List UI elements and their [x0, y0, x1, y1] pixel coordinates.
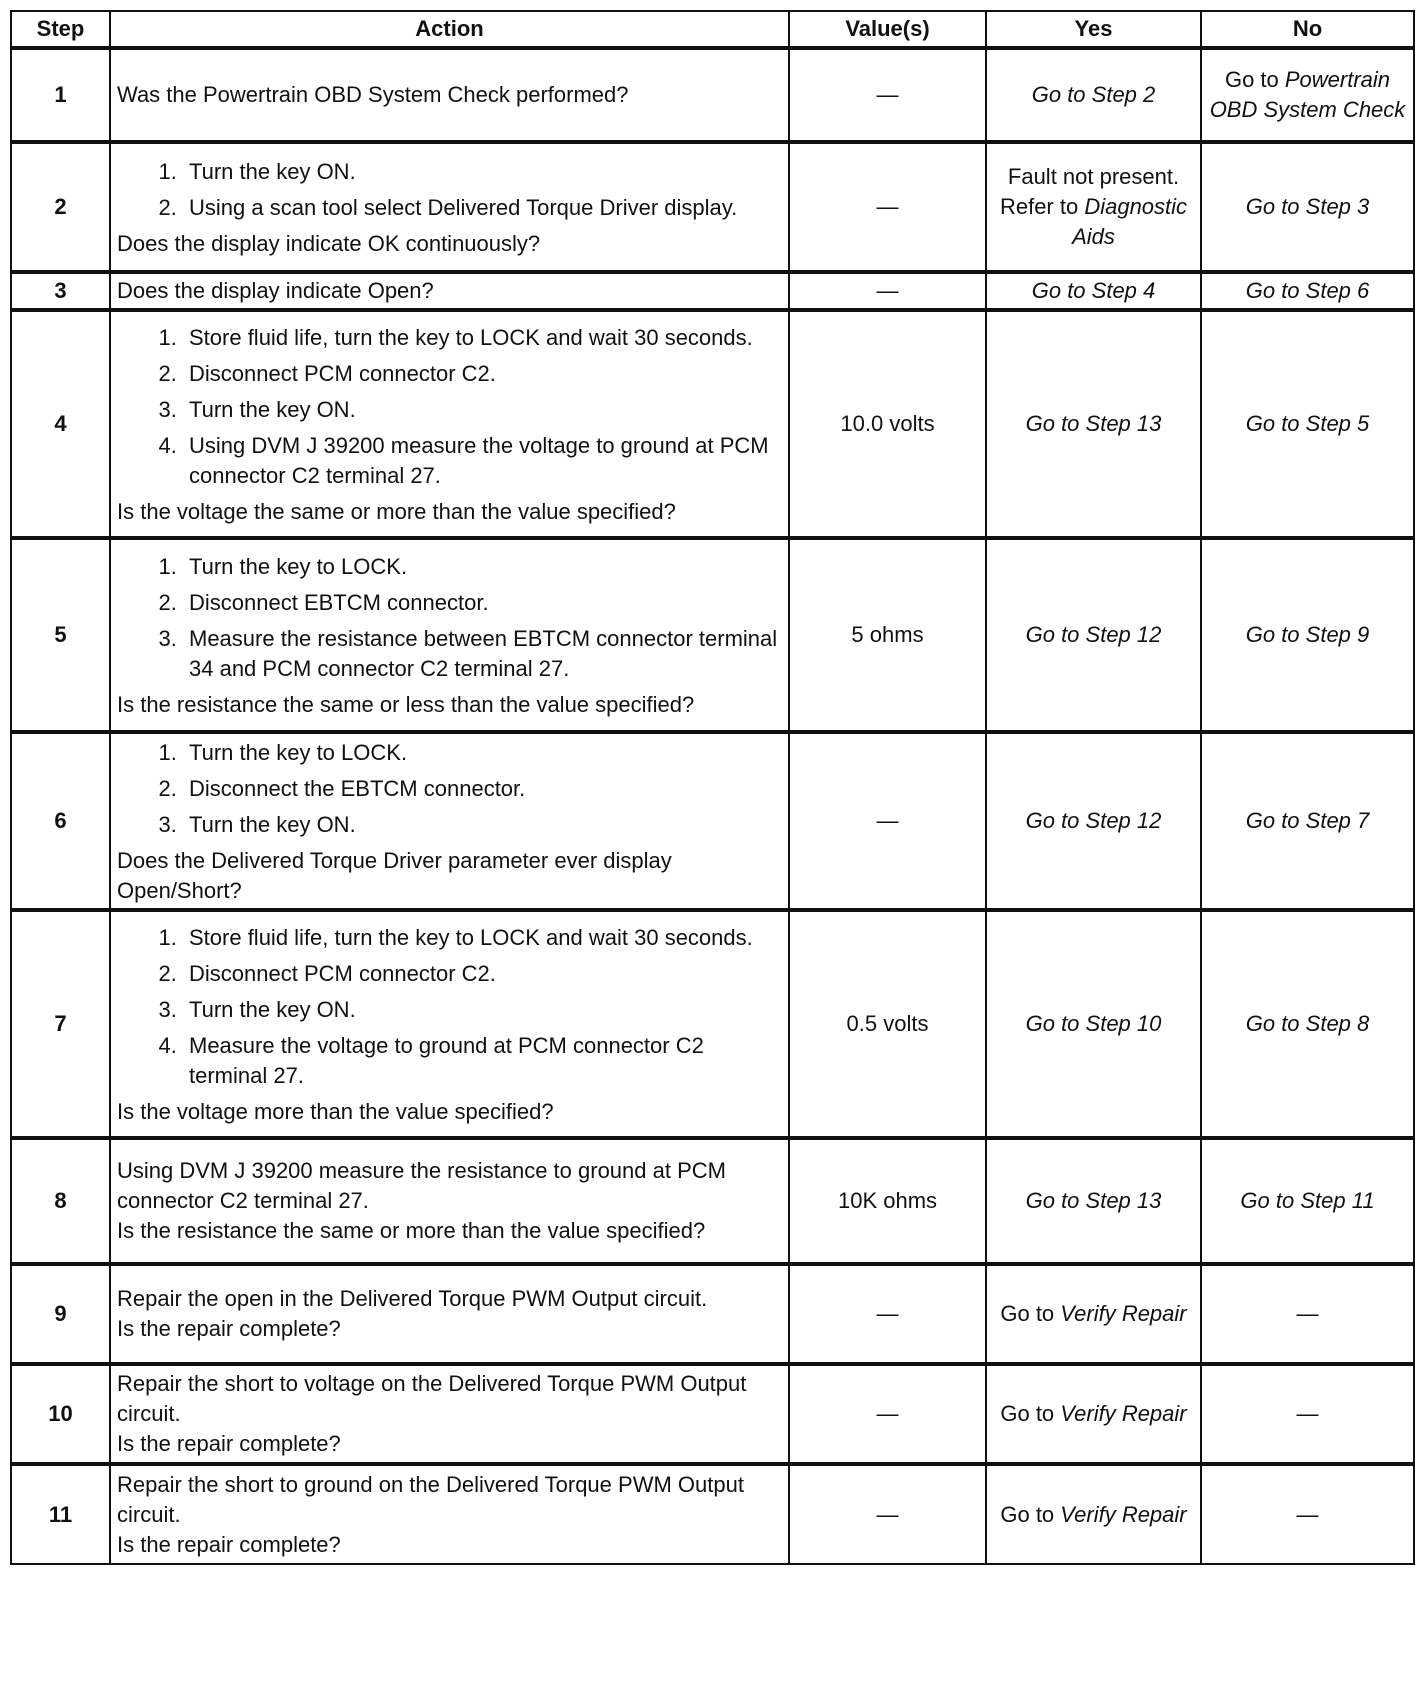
diagnostic-table — [10, 10, 1415, 1565]
yes-outcome-cell — [986, 1138, 1201, 1264]
action-steps-list — [117, 157, 782, 223]
no-outcome-link: Go to Step 3 — [1245, 194, 1370, 219]
yes-outcome-cell — [986, 272, 1201, 310]
header-step: Step — [11, 11, 110, 48]
value-cell: — — [789, 48, 986, 142]
action-steps-list — [117, 552, 782, 684]
no-outcome-cell — [1201, 1264, 1414, 1364]
action-cell — [110, 1464, 789, 1564]
step-number: 9 — [11, 1264, 110, 1364]
action-text: Was the Powertrain OBD System Check performed? — [117, 82, 629, 107]
action-step-item: 1. Turn the key ON. — [183, 157, 782, 187]
no-outcome-cell — [1201, 538, 1414, 732]
action-cell — [110, 1138, 789, 1264]
value-cell: 10.0 volts — [789, 310, 986, 538]
yes-outcome-link: Diagnostic Aids — [1072, 194, 1188, 249]
no-outcome-cell — [1201, 1464, 1414, 1564]
no-outcome-text: — — [1296, 1301, 1319, 1326]
action-cell — [110, 310, 789, 538]
action-step-item: 2. Disconnect EBTCM connector. — [183, 588, 782, 618]
yes-outcome-cell — [986, 732, 1201, 910]
action-steps-list — [117, 738, 782, 840]
step-number: 10 — [11, 1364, 110, 1464]
action-step-item: 1. Turn the key to LOCK. — [183, 552, 782, 582]
value-cell: — — [789, 142, 986, 272]
value-cell: — — [789, 272, 986, 310]
action-step-item: 1. Turn the key to LOCK. — [183, 738, 782, 768]
value-cell: 5 ohms — [789, 538, 986, 732]
yes-outcome-link: Go to Step 4 — [1031, 278, 1156, 303]
step-number: 1 — [11, 48, 110, 142]
no-outcome-link: Go to Step 5 — [1245, 411, 1370, 436]
step-number: 5 — [11, 538, 110, 732]
action-question: Is the repair complete? — [117, 1531, 341, 1557]
no-outcome-cell — [1201, 272, 1414, 310]
table-row — [11, 272, 1414, 310]
no-outcome-link: Go to Step 9 — [1245, 622, 1370, 647]
value-cell: — — [789, 1364, 986, 1464]
yes-outcome-link: Verify Repair — [1060, 1401, 1187, 1426]
action-question: Is the voltage the same or more than the value specified? — [117, 499, 676, 524]
table-body — [11, 48, 1414, 1564]
table-row — [11, 1364, 1414, 1464]
yes-outcome-link: Verify Repair — [1060, 1301, 1187, 1326]
yes-outcome-link: Go to Step 13 — [1025, 411, 1162, 436]
action-cell — [110, 48, 789, 142]
action-cell — [110, 910, 789, 1138]
no-outcome-link: Go to Step 7 — [1245, 808, 1370, 833]
no-outcome-link: Go to Step 8 — [1245, 1011, 1370, 1036]
action-step-item: 1. Store fluid life, turn the key to LOCK and wait 30 seconds. — [183, 923, 782, 953]
no-outcome-link: Powertrain OBD System Check — [1209, 67, 1406, 122]
yes-outcome-cell — [986, 910, 1201, 1138]
action-step-item: 2. Disconnect PCM connector C2. — [183, 359, 782, 389]
value-cell: — — [789, 1264, 986, 1364]
value-cell: 0.5 volts — [789, 910, 986, 1138]
yes-outcome-link: Verify Repair — [1060, 1501, 1187, 1527]
yes-outcome-cell — [986, 538, 1201, 732]
action-question: Does the Delivered Torque Driver parameter ever display Open/Short? — [117, 848, 672, 903]
step-number: 3 — [11, 272, 110, 310]
value-cell: 10K ohms — [789, 1138, 986, 1264]
yes-outcome-cell — [986, 310, 1201, 538]
yes-outcome-link: Go to Step 12 — [1025, 808, 1162, 833]
action-step-item: 2. Disconnect the EBTCM connector. — [183, 774, 782, 804]
value-cell: — — [789, 732, 986, 910]
table-row — [11, 1138, 1414, 1264]
no-outcome-cell — [1201, 1138, 1414, 1264]
action-step-item: 3. Measure the resistance between EBTCM connector terminal 34 and PCM connector C2 terminal 27. — [183, 624, 782, 684]
action-step-item: 4. Using DVM J 39200 measure the voltage to ground at PCM connector C2 terminal 27. — [183, 431, 782, 491]
yes-outcome-text: Go to — [1000, 1301, 1061, 1326]
yes-outcome-cell — [986, 142, 1201, 272]
action-steps-list — [117, 323, 782, 491]
yes-outcome-cell — [986, 1364, 1201, 1464]
yes-outcome-link: Go to Step 10 — [1025, 1011, 1162, 1036]
no-outcome-link: Go to Step 6 — [1245, 278, 1370, 303]
yes-outcome-cell — [986, 48, 1201, 142]
action-text: Repair the short to ground on the Delivered Torque PWM Output circuit. — [117, 1471, 744, 1527]
yes-outcome-link: Go to Step 2 — [1031, 82, 1156, 107]
action-step-item: 2. Disconnect PCM connector C2. — [183, 959, 782, 989]
no-outcome-cell — [1201, 310, 1414, 538]
action-question: Does the display indicate OK continuously? — [117, 231, 541, 256]
yes-outcome-text: Fault not present. Refer to — [999, 164, 1180, 219]
action-cell — [110, 732, 789, 910]
step-number: 7 — [11, 910, 110, 1138]
action-step-item: 2. Using a scan tool select Delivered Torque Driver display. — [183, 193, 782, 223]
table-row — [11, 310, 1414, 538]
action-cell — [110, 1364, 789, 1464]
header-values: Value(s) — [789, 11, 986, 48]
action-question: Is the voltage more than the value specified? — [117, 1099, 554, 1124]
no-outcome-cell — [1201, 48, 1414, 142]
yes-outcome-link: Go to Step 13 — [1025, 1188, 1162, 1213]
step-number: 8 — [11, 1138, 110, 1264]
action-step-item: 3. Turn the key ON. — [183, 810, 782, 840]
no-outcome-link: Go to Step 11 — [1240, 1188, 1375, 1213]
header-no: No — [1201, 11, 1414, 48]
table-row — [11, 1264, 1414, 1364]
table-row — [11, 1464, 1414, 1564]
no-outcome-cell — [1201, 732, 1414, 910]
no-outcome-cell — [1201, 142, 1414, 272]
action-cell — [110, 142, 789, 272]
table-row — [11, 910, 1414, 1138]
action-text: Does the display indicate Open? — [117, 278, 434, 303]
yes-outcome-text: Go to — [1000, 1401, 1061, 1426]
step-number: 4 — [11, 310, 110, 538]
action-question: Is the resistance the same or less than the value specified? — [117, 692, 695, 717]
no-outcome-text: — — [1296, 1401, 1319, 1426]
value-cell: — — [789, 1464, 986, 1564]
yes-outcome-cell — [986, 1264, 1201, 1364]
table-row — [11, 142, 1414, 272]
action-step-item: 3. Turn the key ON. — [183, 395, 782, 425]
action-step-item: 3. Turn the key ON. — [183, 995, 782, 1025]
step-number: 6 — [11, 732, 110, 910]
action-cell — [110, 272, 789, 310]
diagnostic-table-sheet — [10, 10, 1413, 1565]
step-number: 11 — [11, 1464, 110, 1564]
yes-outcome-link: Go to Step 12 — [1025, 622, 1162, 647]
no-outcome-cell — [1201, 1364, 1414, 1464]
action-question: Is the repair complete? — [117, 1431, 341, 1456]
action-question: Is the resistance the same or more than the value specified? — [117, 1218, 706, 1243]
yes-outcome-text: Go to — [1000, 1501, 1061, 1527]
no-outcome-text: Go to — [1224, 67, 1285, 92]
action-step-item: 4. Measure the voltage to ground at PCM connector C2 terminal 27. — [183, 1031, 782, 1091]
action-text: Using DVM J 39200 measure the resistance to ground at PCM connector C2 terminal 27. — [117, 1158, 726, 1213]
action-cell — [110, 538, 789, 732]
action-question: Is the repair complete? — [117, 1316, 341, 1341]
action-steps-list — [117, 923, 782, 1091]
step-number: 2 — [11, 142, 110, 272]
no-outcome-cell — [1201, 910, 1414, 1138]
table-row — [11, 732, 1414, 910]
action-text: Repair the short to voltage on the Delivered Torque PWM Output circuit. — [117, 1371, 747, 1426]
table-row — [11, 538, 1414, 732]
yes-outcome-cell — [986, 1464, 1201, 1564]
table-row — [11, 48, 1414, 142]
action-step-item: 1. Store fluid life, turn the key to LOCK and wait 30 seconds. — [183, 323, 782, 353]
header-yes: Yes — [986, 11, 1201, 48]
header-action: Action — [110, 11, 789, 48]
action-cell — [110, 1264, 789, 1364]
action-text: Repair the open in the Delivered Torque PWM Output circuit. — [117, 1286, 708, 1311]
header-row — [11, 11, 1414, 48]
no-outcome-text: — — [1296, 1501, 1319, 1527]
